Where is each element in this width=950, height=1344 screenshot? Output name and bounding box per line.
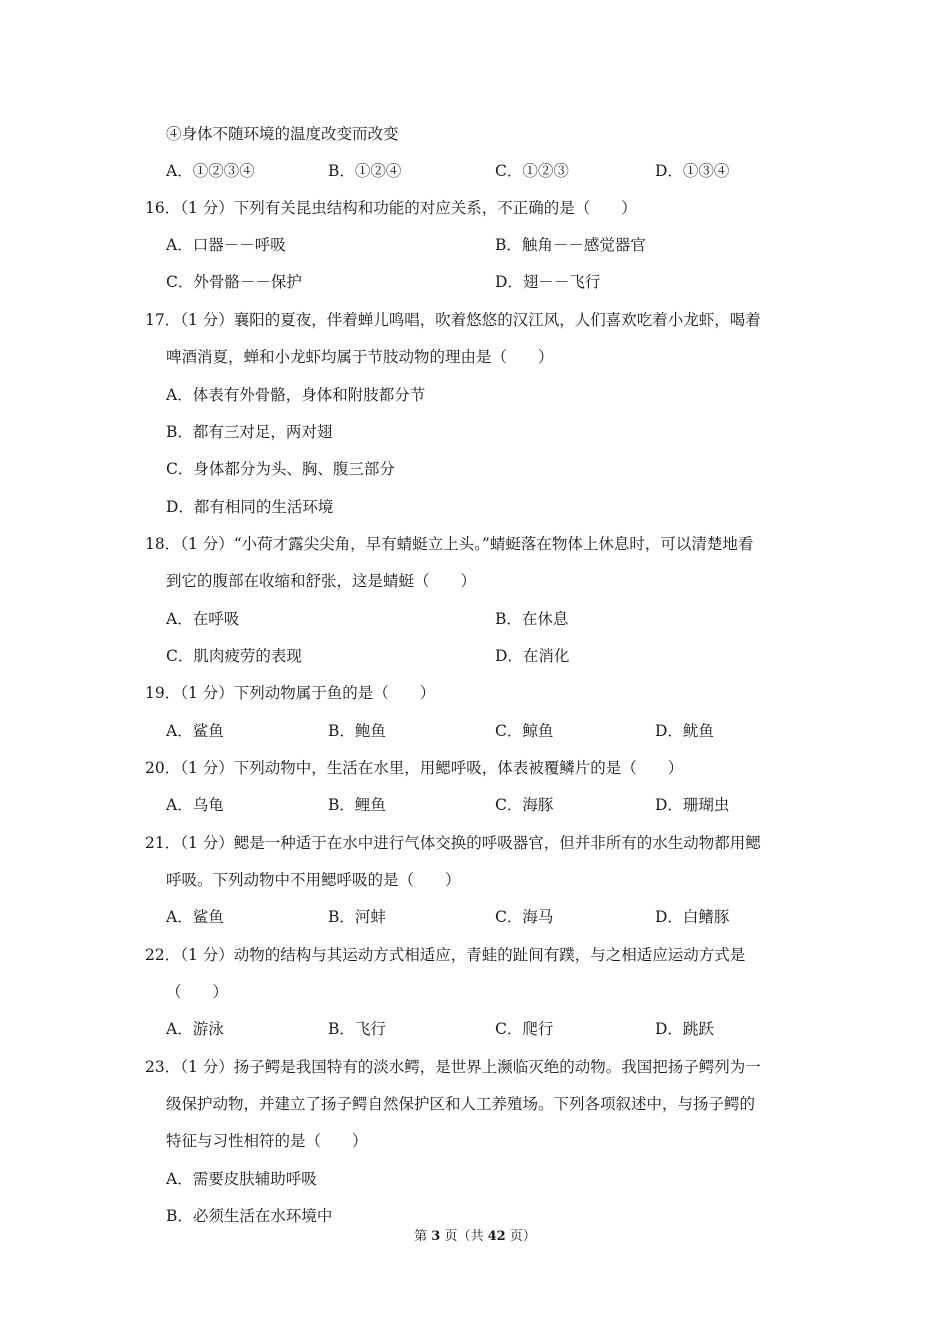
q19-stem: 19．（1 分）下列动物属于鱼的是（ ） [145, 684, 436, 702]
q18-option-b: B．在休息 [495, 610, 569, 628]
footer-page-number: 3 [431, 1229, 441, 1244]
q21-option-a: A．鲨鱼 [166, 908, 224, 926]
q19-option-c: C．鲸鱼 [495, 722, 554, 740]
q19-option-b: B．鲍鱼 [328, 722, 386, 740]
q22-stem-line2: （ ） [166, 983, 229, 1001]
q20-option-a: A．乌龟 [166, 796, 224, 814]
q21-option-d: D．白鳍豚 [655, 908, 730, 926]
q16-stem: 16．（1 分）下列有关昆虫结构和功能的对应关系，不正确的是（ ） [145, 199, 637, 217]
q16-option-b: B．触角－－感觉器官 [495, 236, 646, 254]
q18-option-a: A．在呼吸 [166, 610, 240, 628]
footer-middle: 页（共 [440, 1229, 488, 1244]
q22-option-b: B．飞行 [328, 1020, 386, 1038]
q20-option-c: C．海豚 [495, 796, 554, 814]
q21-option-b: B．河蚌 [328, 908, 386, 926]
q20-option-d: D．珊瑚虫 [655, 796, 730, 814]
q18-option-c: C．肌肉疲劳的表现 [166, 647, 302, 665]
q22-option-c: C．爬行 [495, 1020, 554, 1038]
q20-option-b: B．鲤鱼 [328, 796, 386, 814]
q17-option-b: B．都有三对足，两对翅 [166, 423, 333, 441]
q15-statement-4: ④身体不随环境的温度改变而改变 [166, 125, 399, 143]
q22-option-a: A．游泳 [166, 1020, 224, 1038]
q16-option-d: D．翅－－飞行 [495, 273, 601, 291]
q19-option-d: D．鱿鱼 [655, 722, 714, 740]
q21-option-c: C．海马 [495, 908, 554, 926]
q17-stem-line1: 17．（1 分）襄阳的夏夜，伴着蝉儿鸣唱，吹着悠悠的汉江风，人们喜欢吃着小龙虾，喝着 [145, 311, 761, 329]
q16-option-a: A．口器－－呼吸 [166, 236, 286, 254]
q20-stem: 20．（1 分）下列动物中，生活在水里，用鳃呼吸，体表被覆鳞片的是（ ） [145, 759, 684, 777]
q15-option-a: A．①②③④ [166, 162, 255, 180]
q17-option-d: D．都有相同的生活环境 [166, 498, 334, 516]
q23-option-b: B．必须生活在水环境中 [166, 1207, 333, 1225]
q15-option-b: B．①②④ [328, 162, 402, 180]
page-footer [0, 1228, 950, 1246]
q15-option-d: D．①③④ [655, 162, 730, 180]
footer-suffix: 页） [505, 1229, 536, 1244]
q19-option-a: A．鲨鱼 [166, 722, 224, 740]
footer-prefix: 第 [414, 1229, 432, 1244]
q17-option-a: A．体表有外骨骼，身体和附肢都分节 [166, 386, 426, 404]
q23-stem-line3: 特征与习性相符的是（ ） [166, 1132, 368, 1150]
q17-stem-line2: 啤酒消夏，蝉和小龙虾均属于节肢动物的理由是（ ） [166, 348, 554, 366]
q21-stem-line1: 21．（1 分）鳃是一种适于在水中进行气体交换的呼吸器官，但并非所有的水生动物都用鳃 [145, 834, 761, 852]
q18-stem-line2: 到它的腹部在收缩和舒张，这是蜻蜓（ ） [166, 572, 477, 590]
q21-stem-line2: 呼吸。下列动物中不用鳃呼吸的是（ ） [166, 871, 461, 889]
q23-stem-line1: 23．（1 分）扬子鳄是我国特有的淡水鳄，是世界上濒临灭绝的动物。我国把扬子鳄列为一 [145, 1058, 761, 1076]
q23-option-a: A．需要皮肤辅助呼吸 [166, 1170, 317, 1188]
q15-option-c: C．①②③ [495, 162, 569, 180]
q23-stem-line2: 级保护动物，并建立了扬子鳄自然保护区和人工养殖场。下列各项叙述中，与扬子鳄的 [166, 1095, 756, 1113]
q18-option-d: D．在消化 [495, 647, 570, 665]
footer-total-pages: 42 [487, 1229, 506, 1244]
q22-option-d: D．跳跃 [655, 1020, 714, 1038]
q17-option-c: C．身体都分为头、胸、腹三部分 [166, 460, 395, 478]
q22-stem-line1: 22．（1 分）动物的结构与其运动方式相适应，青蛙的趾间有蹼，与之相适应运动方式是 [145, 946, 746, 964]
q16-option-c: C．外骨骼－－保护 [166, 273, 302, 291]
q18-stem-line1: 18．（1 分）“小荷才露尖尖角，早有蜻蜓立上头。”蜻蜓落在物体上休息时，可以清楚地看 [145, 535, 754, 553]
